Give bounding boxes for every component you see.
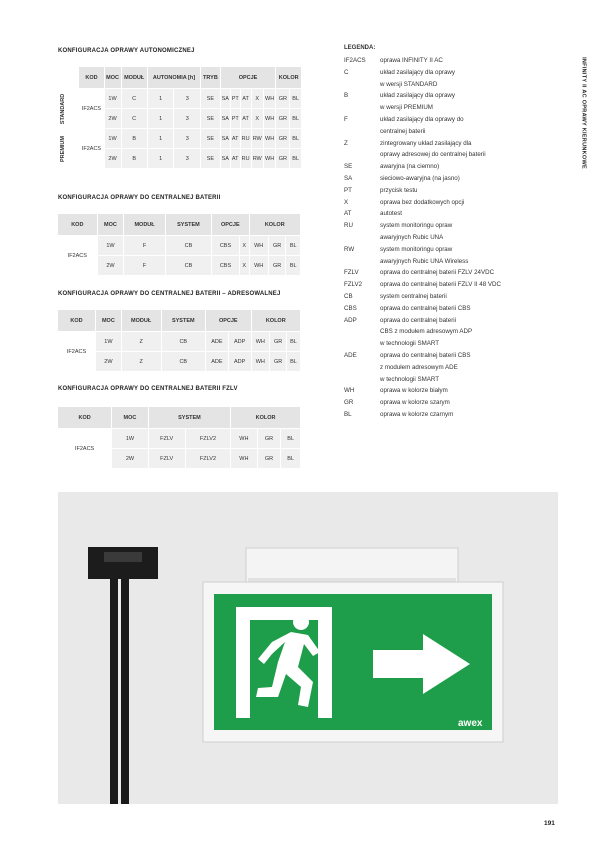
legend-value: oprawa bez dodatkowych opcji [380,198,465,206]
legend-key: CBS [344,304,357,312]
legend-item [344,232,564,244]
product-photo [58,492,558,804]
legend-key: IF2ACS [344,57,366,64]
legend-key [344,149,380,161]
legend-key: X [344,198,349,206]
legend-key: B [344,92,349,100]
section-title-addressable: KONFIGURACJA OPRAWY DO CENTRALNEJ BATERII – ADRESOWALNEJ [58,291,281,297]
legend-value: awaryjnych Rubic UNA [380,233,444,241]
legend-value: autotest [380,210,403,218]
table-fzlv: KOD MOC SYSTEM KOLOR IF2ACS 1W FZLV FZLV2 WH GR BL 2W FZLV FZLV2 WH GR BL [57,406,301,469]
legend-key [344,79,380,91]
legend-value: w wersji STANDARD [380,80,438,88]
legend-key: FZLV [344,269,359,277]
legend-title: LEGENDA: [344,45,376,51]
legend-item [344,173,564,185]
pole-right [121,579,129,804]
legend-key: AT [344,210,352,218]
legend-item [344,350,564,362]
legend-key: Z [344,139,348,147]
legend-key: SE [344,163,353,171]
legend-item [344,67,564,79]
legend-item [344,279,564,291]
legend-key: RW [344,245,355,253]
header-tryb: TRYB [201,67,219,88]
legend-value: oprawa do centralnej baterii CBS [380,351,471,359]
legend-key [344,232,380,244]
legend-value: oprawa do centralnej baterii FZLV 24VDC [380,269,495,277]
kod-cell: IF2ACS [58,429,111,468]
legend-item [344,185,564,197]
section-title-autonomous: KONFIGURACJA OPRAWY AUTONOMICZNEJ [58,48,195,54]
legend-item [344,126,564,138]
legend-item [344,197,564,209]
group-premium: PREMIUM [48,129,78,168]
legend-item [344,385,564,397]
legend-item [344,362,564,374]
legend-value: układ zasilający dla oprawy [380,92,455,100]
legend-value: oprawa w kolorze szarym [380,399,450,407]
legend-value: centralnej baterii [380,127,426,135]
pole-left [110,579,118,804]
legend-item [344,161,564,173]
legend-item [344,149,564,161]
table-autonomous: KOD MOC MODUŁ AUTONOMIA [h] TRYB OPCJE KOLOR STANDARD IF2ACS 1W C 1 3 SE SA PT AT X WH GR BL 2W C 1 3 SE SA PT AT X WH GR BL PREMIUM IF2ACS 1W B 1 3 SE SA AT RU RW WH GR BL 2W B 1 3 SE SA AT RU RW WH GR BL [47,66,302,169]
legend-value: układ zasilający dla oprawy do [380,115,464,123]
legend-item [344,79,564,91]
legend-key [344,256,380,268]
legend-key [344,374,380,386]
legend-value: oprawa w kolorze białym [380,387,448,395]
legend-item [344,114,564,126]
header-modul: MODUŁ [122,67,147,88]
legend-value: oprawy adresowej do centralnej baterii [380,151,486,159]
legend-item [344,338,564,350]
legend-item [344,291,564,303]
legend-value: awaryjna (na ciemno) [380,163,440,171]
legend-value: sieciowo-awaryjna (na jasno) [380,174,460,182]
legend-key: RU [344,222,353,230]
legend-item [344,303,564,315]
legend-key: PT [344,186,352,194]
legend-value: z modułem adresowym ADE [380,363,458,371]
legend-value: przycisk testu [380,186,418,194]
legend-key: CB [344,292,353,300]
legend-value: awaryjnych Rubic UNA Wireless [380,257,469,265]
legend-value: oprawa w kolorze czarnym [380,410,454,418]
kod-cell: IF2ACS [79,129,103,168]
legend-item [344,102,564,114]
section-title-fzlv: KONFIGURACJA OPRAWY DO CENTRALNEJ BATERII FZLV [58,386,238,392]
header-moc: MOC [105,67,121,88]
header-opcje: OPCJE [221,67,276,88]
brand-logo: awex [458,718,483,729]
legend-value: system monitoringu opraw [380,245,453,253]
exit-sign-illustration [58,492,558,804]
legend-item [344,326,564,338]
legend-value: oprawa do centralnej baterii CBS [380,304,471,312]
section-title-central-battery: KONFIGURACJA OPRAWY DO CENTRALNEJ BATERII [58,195,221,201]
legend-key [344,338,380,350]
legend-value: układ zasilający dla oprawy [380,68,455,76]
mount-bracket [88,547,158,579]
legend-item [344,374,564,386]
kod-cell: IF2ACS [79,89,103,128]
legend-item [344,409,564,421]
legend-item [344,244,564,256]
sidebar-label: INFINITY II AC OPRAWY KIERUNKOWE [580,57,587,169]
legend-item [344,256,564,268]
legend-value: zintegrowany układ zasilający dla [380,139,472,147]
kod-cell: IF2ACS [58,332,95,371]
legend-key: ADE [344,351,357,359]
legend [344,45,564,421]
header-kolor: KOLOR [276,67,301,88]
legend-item [344,315,564,327]
legend-key [344,362,380,374]
legend-key [344,126,380,138]
legend-item [344,90,564,102]
page-number: 191 [544,820,555,827]
kod-cell: IF2ACS [58,236,97,275]
legend-value: oprawa do centralnej baterii [380,316,457,324]
table-addressable: KOD MOC MODUŁ SYSTEM OPCJE KOLOR IF2ACS 1W Z CB ADE ADP WH GR BL 2W Z CB ADE ADP WH GR BL [57,309,301,372]
legend-item [344,138,564,150]
legend-key: ADP [344,316,357,324]
legend-value: system monitoringu opraw [380,222,453,230]
legend-key: C [344,68,349,76]
table-central-battery: KOD MOC MODUŁ SYSTEM OPCJE KOLOR IF2ACS 1W F CB CBS X WH GR BL 2W F CB CBS X WH GR BL [57,213,301,276]
legend-key: FZLV2 [344,281,363,289]
legend-item [344,55,564,67]
header-autonomia: AUTONOMIA [h] [148,67,200,88]
header-kod: KOD [79,67,103,88]
legend-value: w wersji PREMIUM [380,104,433,112]
legend-item [344,208,564,220]
legend-key: BL [344,410,352,418]
legend-value: system centralnej baterii [380,292,447,300]
legend-item [344,220,564,232]
legend-key: F [344,115,348,123]
legend-value: oprawa do centralnej baterii FZLV II 48 VDC [380,281,501,289]
legend-value: w technologii SMART [380,375,440,383]
legend-item [344,397,564,409]
legend-value: w technologii SMART [380,340,440,348]
legend-item [344,267,564,279]
legend-key: GR [344,399,354,407]
legend-key: WH [344,387,355,395]
group-standard: STANDARD [48,89,78,128]
legend-value: oprawa INFINITY II AC [380,57,443,64]
legend-value: CBS z modułem adresowym ADP [380,328,473,336]
legend-key [344,102,380,114]
legend-key: SA [344,174,353,182]
legend-key [344,326,380,338]
